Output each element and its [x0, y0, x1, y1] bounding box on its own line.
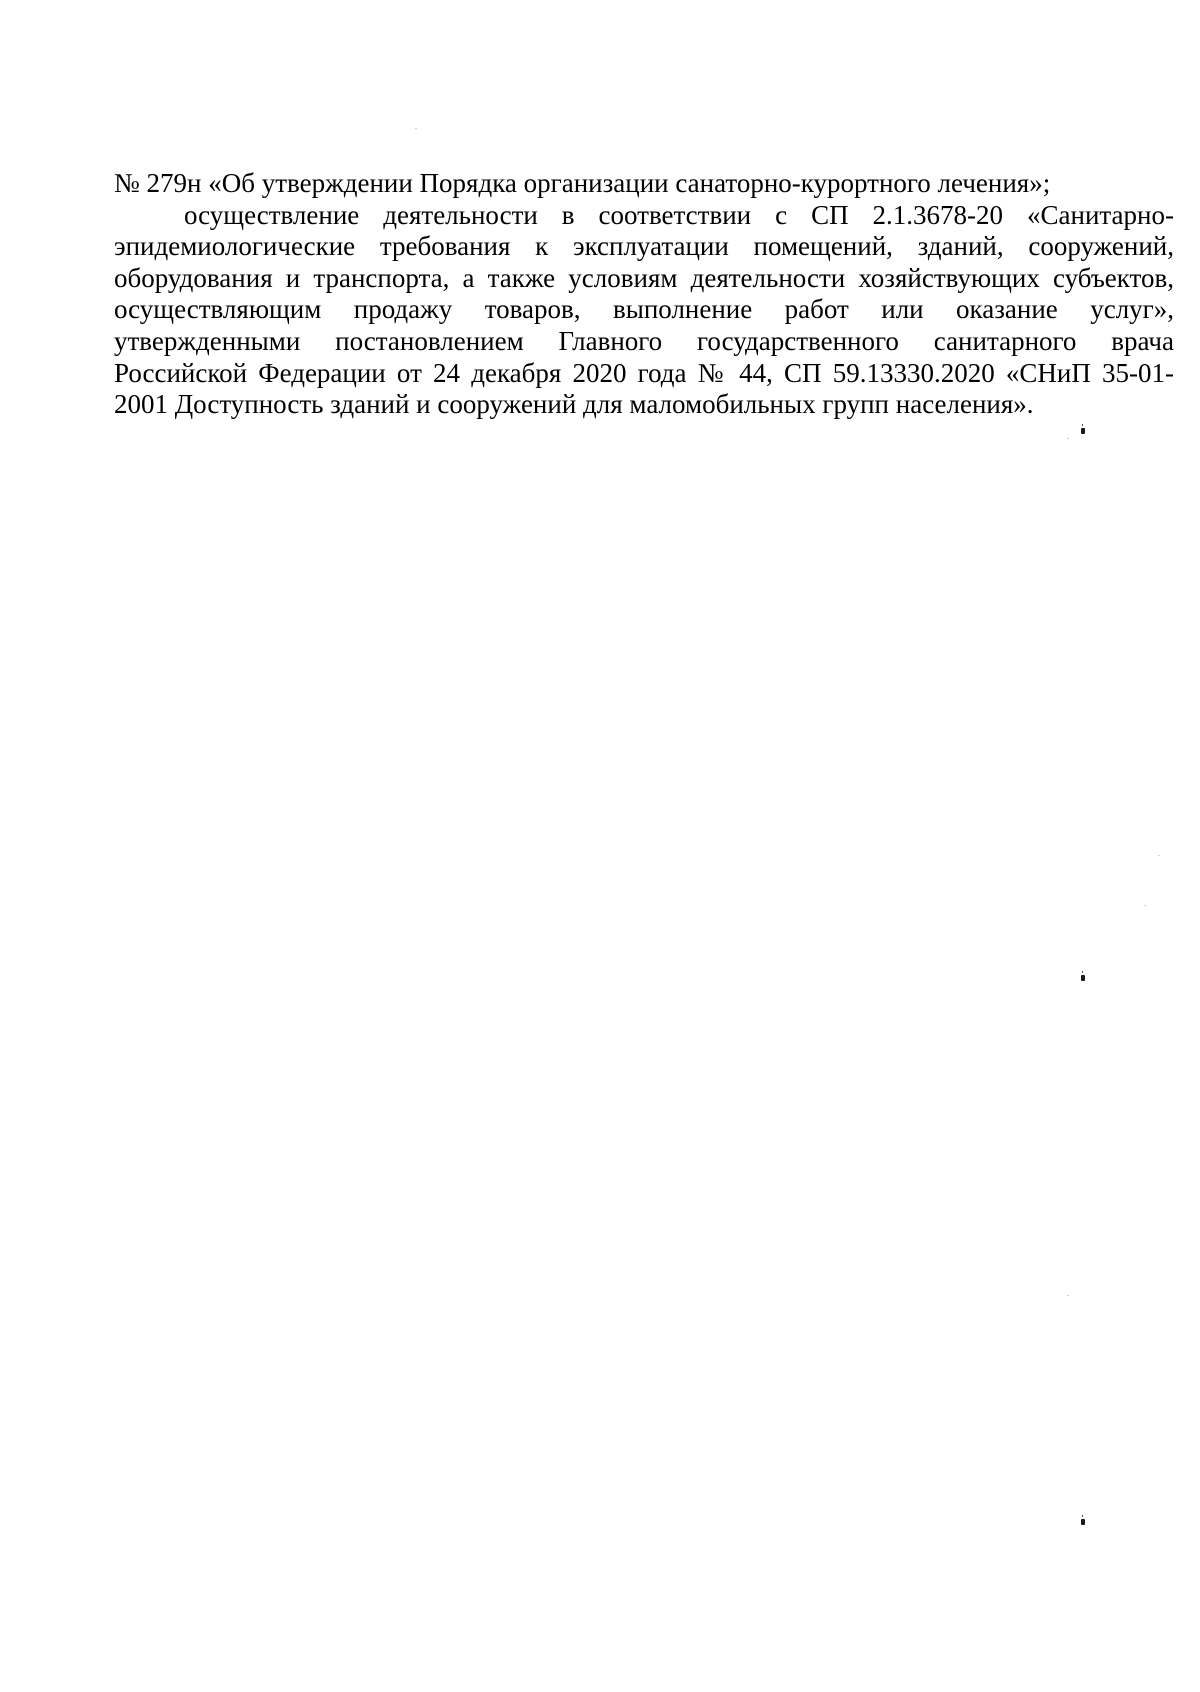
text-line-1: № 279н «Об утверждении Порядка организации санаторно-курортного лечения»;: [114, 168, 1051, 198]
scan-speck: [1081, 428, 1085, 434]
text-line-5: осуществляющим продажу товаров, выполнение работ или оказание услуг»,: [114, 294, 1174, 325]
document-body: [114, 168, 1174, 421]
scan-dust: [1144, 905, 1146, 906]
scan-dust: [1067, 438, 1069, 439]
scan-dust: [415, 128, 417, 129]
text-line-2: осуществление деятельности в соответствии с СП 2.1.3678-20 «Санитарно-: [184, 199, 1174, 230]
text-line-8: 2001 Доступность зданий и сооружений для маломобильных групп населения».: [114, 389, 1034, 420]
text-line-6: утвержденными постановлением Главного государственного санитарного врача: [114, 325, 1174, 356]
scan-dust: [1067, 1295, 1069, 1296]
text-line-7: Российской Федерации от 24 декабря 2020 года № 44, СП 59.13330.2020 «СНиП 35-01-: [114, 357, 1174, 388]
text-line-4: оборудования и транспорта, а также условиям деятельности хозяйствующих субъектов,: [114, 262, 1174, 293]
text-line-3: эпидемиологические требования к эксплуатации помещений, зданий, сооружений,: [114, 231, 1174, 262]
scan-dust: [1158, 855, 1160, 856]
scan-speck: [1081, 1519, 1085, 1525]
scan-speck: [1081, 975, 1085, 981]
